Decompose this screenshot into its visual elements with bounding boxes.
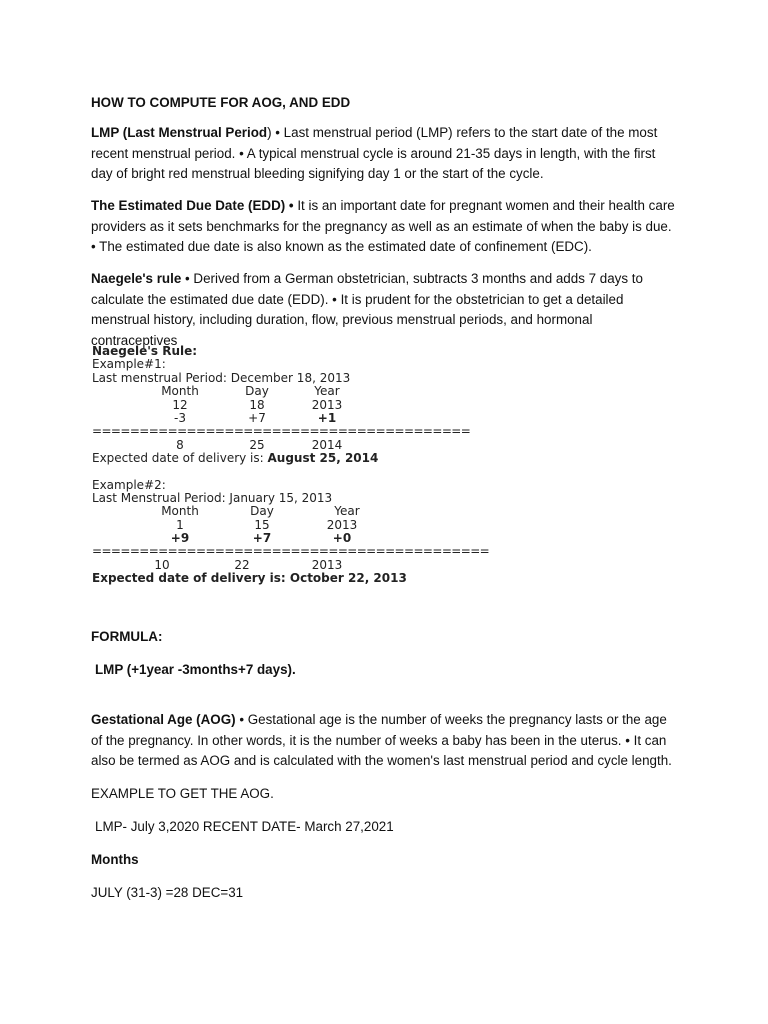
expected-value: October 22, 2013 [289, 571, 407, 586]
naegele-paragraph [91, 269, 677, 351]
cell-month: 12 [172, 397, 188, 412]
example1-result [92, 439, 422, 452]
example1-headers [92, 385, 422, 398]
cell-year: 2014 [311, 437, 343, 452]
header-year: Year [314, 384, 340, 399]
example1-separator: ======================================== [92, 424, 471, 439]
example2-expected [92, 572, 422, 585]
lmp-paragraph [91, 123, 677, 185]
months-line: JULY (31-3) =28 DEC=31 [91, 885, 244, 900]
expected-label: Expected date of delivery is: [92, 571, 290, 586]
edd-paragraph [91, 196, 677, 258]
header-day: Day [245, 384, 269, 399]
expected-value: August 25, 2014 [267, 451, 379, 466]
aog-body: • Gestational age is the number of weeks the pregnancy lasts or the age of the pregnancy. In other words, it is the number of weeks a baby has been in the uterus. • It can also be termed as AOG and is calculated with the women's last menstrual period and cycle length. [91, 712, 672, 768]
cell-day: 22 [234, 557, 250, 572]
naegele-rule-figure [92, 344, 490, 586]
cell-year: +1 [317, 410, 337, 425]
document-title: HOW TO COMPUTE FOR AOG, AND EDD [91, 95, 351, 110]
example2-row2 [92, 532, 422, 545]
example2-result [92, 559, 422, 572]
cell-year: 2013 [311, 557, 343, 572]
cell-year: 2013 [326, 517, 358, 532]
example2-lmp: Last Menstrual Period: January 15, 2013 [92, 490, 333, 505]
header-day: Day [250, 504, 274, 519]
aog-heading: Gestational Age (AOG) [91, 712, 236, 727]
lmp-heading: LMP ( [91, 125, 128, 140]
cell-month: 8 [176, 437, 184, 452]
cell-year: +0 [332, 531, 352, 546]
cell-day: 18 [249, 397, 265, 412]
formula-label: FORMULA: [91, 629, 163, 644]
cell-day: 25 [249, 437, 265, 452]
edd-heading: The Estimated Due Date (EDD) • [91, 198, 294, 213]
example1-row2 [92, 412, 422, 425]
example1-row1 [92, 399, 422, 412]
cell-month: 10 [154, 557, 170, 572]
figure-title: Naegele's Rule: [92, 344, 198, 358]
example1-label: Example#1: [92, 357, 166, 372]
cell-year: 2013 [311, 397, 343, 412]
months-label: Months [91, 852, 139, 867]
cell-day: +7 [252, 531, 272, 546]
header-year: Year [334, 504, 360, 519]
cell-month: +9 [170, 531, 190, 546]
edd-body: It is an important date for pregnant women and their health care providers as it sets benchmarks for the pregnancy as well as an estimate of when the baby is due. • The estimated due date is also known as the estimated date of confinement (EDC). [91, 198, 675, 254]
cell-month: 1 [176, 517, 184, 532]
example1-expected [92, 452, 422, 465]
formula-text: LMP (+1year -3months+7 days). [95, 662, 296, 677]
cell-month: -3 [174, 410, 186, 425]
example2-separator: ========================================== [92, 544, 490, 559]
example2-label: Example#2: [92, 477, 166, 492]
lmp-body: ) • Last menstrual period (LMP) refers to the start date of the most recent menstrual period. • A typical menstrual cycle is around 21-35 days in length, with the first day of bright red menstrual bleeding signifying day 1 or the start of the cycle. [91, 125, 658, 181]
example-aog-label: EXAMPLE TO GET THE AOG. [91, 786, 274, 801]
example2-row1 [92, 519, 422, 532]
example-aog-line: LMP- July 3,2020 RECENT DATE- March 27,2021 [95, 819, 394, 834]
naegele-heading: Naegele's rule [91, 271, 182, 286]
example1-lmp: Last menstrual Period: December 18, 2013 [92, 370, 351, 385]
cell-day: 15 [254, 517, 270, 532]
header-month: Month [161, 384, 199, 399]
cell-day: +7 [248, 410, 266, 425]
example2-headers [92, 505, 422, 518]
header-month: Month [161, 504, 199, 519]
aog-paragraph [91, 710, 677, 772]
naegele-body: • Derived from a German obstetrician, subtracts 3 months and adds 7 days to calculate the estimated due date (EDD). • It is prudent for the obstetrician to get a detailed menstrual history, including duration, flow, previous menstrual periods, and hormonal contraceptives [91, 271, 643, 348]
lmp-heading-term: Last Menstrual Period [127, 125, 268, 140]
expected-label: Expected date of delivery is: [92, 451, 268, 466]
